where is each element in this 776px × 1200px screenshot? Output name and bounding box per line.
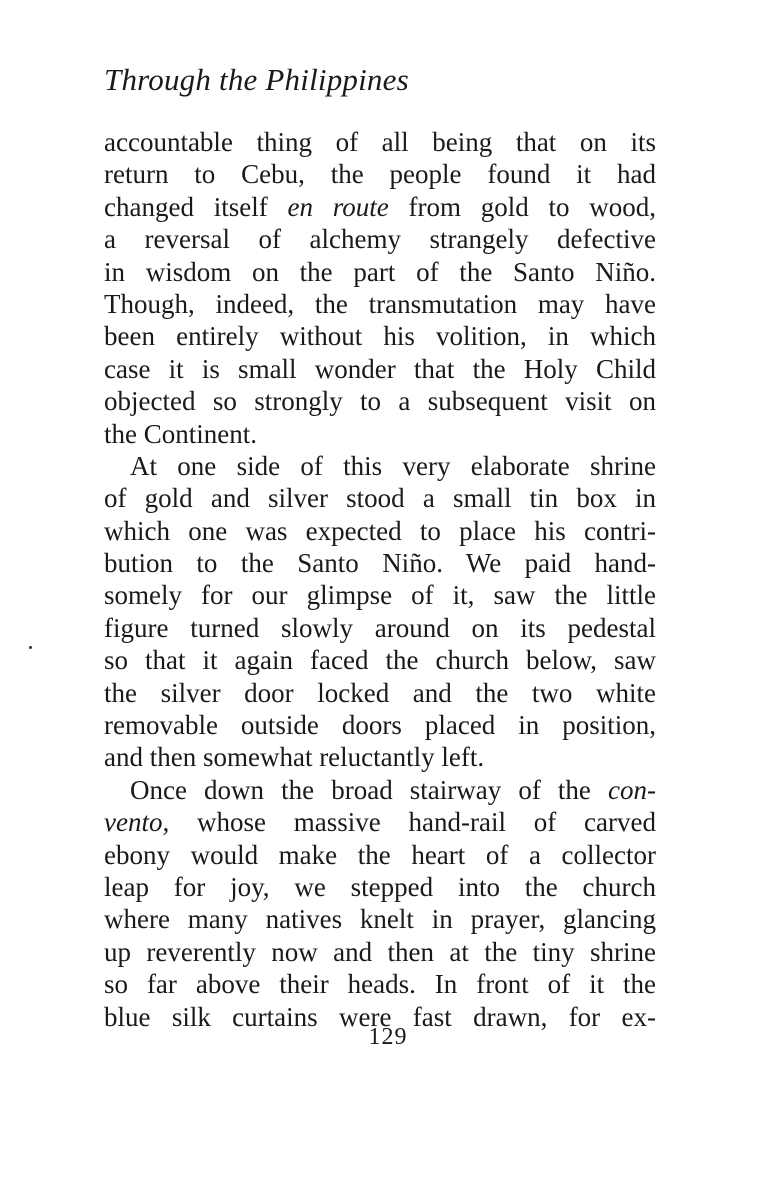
text-line: bution to the Santo Niño. We paid hand-	[104, 548, 656, 579]
text-line	[104, 806, 656, 838]
text-line	[104, 774, 656, 806]
text-line: Though, indeed, the transmutation may have	[104, 288, 656, 319]
page-number: 129	[368, 1024, 408, 1050]
text-line: been entirely without his volition, in which	[104, 321, 656, 352]
text-line: case it is small wonder that the Holy Child	[104, 353, 656, 384]
text-line: accountable thing of all being that on its	[104, 127, 656, 157]
text-line: figure turned slowly around on its pedestal	[104, 612, 656, 643]
text-line: a reversal of alchemy strangely defective	[104, 224, 656, 255]
print-speck	[29, 646, 32, 649]
text-line: somely for our glimpse of it, saw the little	[104, 580, 656, 611]
text-line: return to Cebu, the people found it had	[104, 159, 656, 190]
text-line: so that it again faced the church below, saw	[104, 645, 656, 676]
text-line: objected so strongly to a subsequent visit on	[104, 386, 656, 417]
body-text	[104, 126, 656, 1033]
text-line: the silver door locked and the two white	[104, 677, 656, 708]
text-line: where many natives knelt in prayer, glancing	[104, 904, 656, 935]
text-line: in wisdom on the part of the Santo Niño.	[104, 256, 656, 287]
text-line: At one side of this very elaborate shrine	[130, 450, 656, 481]
text-line: ebony would make the heart of a collector	[104, 839, 656, 870]
text-segment: whose massive hand-rail of carved	[169, 807, 656, 838]
running-head: Through the Philippines	[104, 62, 409, 97]
text-segment: Once down the broad stairway of the	[130, 774, 609, 805]
text-line: of gold and silver stood a small tin box in	[104, 483, 656, 514]
italic-term: con-	[608, 774, 656, 805]
text-line: blue silk curtains were fast drawn, for ex-	[104, 1001, 656, 1032]
italic-term: vento,	[104, 807, 170, 838]
text-line: leap for joy, we stepped into the church	[104, 871, 656, 902]
text-line: so far above their heads. In front of it the	[104, 969, 656, 1000]
text-line	[104, 191, 656, 223]
italic-term: en route	[287, 191, 389, 222]
text-line: removable outside doors placed in position,	[104, 710, 656, 741]
text-line: up reverently now and then at the tiny shrine	[104, 936, 656, 967]
text-line: and then somewhat reluctantly left.	[104, 742, 485, 773]
text-line: which one was expected to place his contri-	[104, 515, 656, 546]
text-segment: from gold to wood,	[388, 191, 656, 222]
text-segment: changed itself	[104, 191, 288, 222]
text-line: the Continent.	[104, 418, 257, 449]
